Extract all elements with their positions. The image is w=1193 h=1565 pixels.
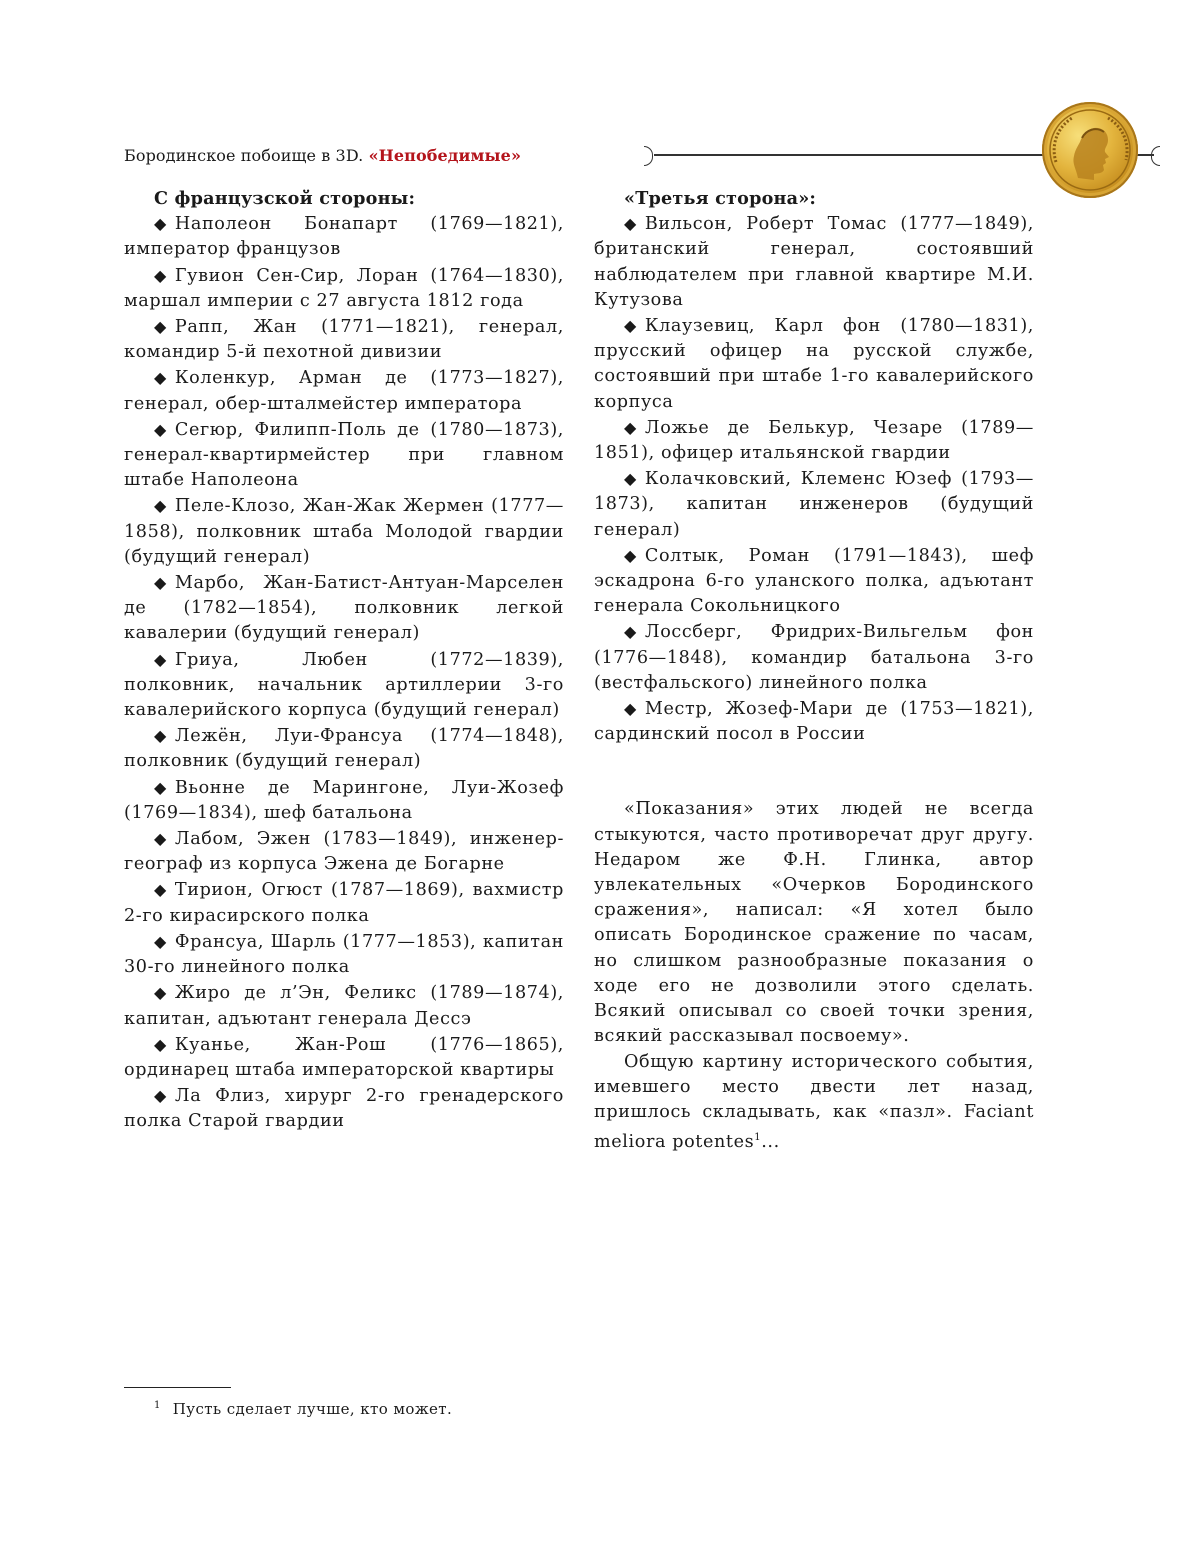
list-item: ◆ Ложье де Белькур, Чезаре (1789—1851), офицер итальянской гвардии <box>594 415 1034 466</box>
footnote <box>154 1396 452 1419</box>
diamond-bullet-icon: ◆ <box>154 983 167 1003</box>
diamond-bullet-icon: ◆ <box>154 317 167 337</box>
diamond-bullet-icon: ◆ <box>154 931 167 951</box>
list-item: ◆ Лежён, Луи-Франсуа (1774—1848), полковник (будущий генерал) <box>124 723 564 774</box>
diamond-bullet-icon: ◆ <box>154 1034 167 1054</box>
header-bracket-left <box>644 146 653 166</box>
diamond-bullet-icon: ◆ <box>154 880 167 900</box>
list-item: ◆ Марбо, Жан-Батист-Антуан-Марселен де (1782—1854), полковник легкой кавалерии (будущий генерал) <box>124 570 564 647</box>
medal-image <box>1042 102 1138 198</box>
diamond-bullet-icon: ◆ <box>154 726 167 746</box>
list-item: ◆ Рапп, Жан (1771—1821), генерал, командир 5-й пехотной дивизии <box>124 314 564 365</box>
medal-profile-icon <box>1042 102 1138 198</box>
list-item: ◆ Сегюр, Филипп-Поль де (1780—1873), генерал-квартирмейстер при главном штабе Наполеона <box>124 417 564 494</box>
list-item: ◆ Клаузевиц, Карл фон (1780—1831), прусский офицер на русской службе, состоявший при штабе 1-го кавалерийского корпуса <box>594 313 1034 415</box>
paragraph-gap <box>594 747 1034 797</box>
right-column <box>594 186 1034 1155</box>
footnote-mark: 1 <box>154 1400 161 1411</box>
series-title: «Непобедимые» <box>368 146 522 165</box>
diamond-bullet-icon: ◆ <box>624 469 637 489</box>
list-item: ◆ Тирион, Огюст (1787—1869), вахмистр 2-го кирасирского полка <box>124 877 564 928</box>
diamond-bullet-icon: ◆ <box>154 829 167 849</box>
list-item: ◆ Куанье, Жан-Рош (1776—1865), ординарец штаба императорской квартиры <box>124 1032 564 1083</box>
list-item: ◆ Гриуа, Любен (1772—1839), полковник, начальник артиллерии 3-го кавалерийского корпуса (будущий генерал) <box>124 647 564 724</box>
diamond-bullet-icon: ◆ <box>154 419 167 439</box>
footnote-rule <box>124 1387 231 1388</box>
header-text <box>124 146 521 166</box>
diamond-bullet-icon: ◆ <box>154 265 167 285</box>
list-item: ◆ Наполеон Бонапарт (1769—1821), император французов <box>124 211 564 262</box>
book-title: Бородинское побоище в 3D. <box>124 146 364 165</box>
list-item: ◆ Гувион Сен-Сир, Лоран (1764—1830), маршал империи с 27 августа 1812 года <box>124 263 564 314</box>
list-item: ◆ Колачковский, Клеменс Юзеф (1793—1873), капитан инженеров (будущий генерал) <box>594 466 1034 543</box>
body-paragraph-2: Общую картину исторического события, имевшего место двести лет назад, пришлось складывать, как «пазл». Faciant meliora potentes$^1$... <box>594 1051 1034 1153</box>
diamond-bullet-icon: ◆ <box>154 368 167 388</box>
list-item: ◆ Вильсон, Роберт Томас (1777—1849), британский генерал, состоявший наблюдателем при главной квартире М.И. Кутузова <box>594 211 1034 313</box>
list-item: ◆ Ла Флиз, хирург 2-го гренадерского полка Старой гвардии <box>124 1083 564 1134</box>
list-item: ◆ Пеле-Клозо, Жан-Жак Жермен (1777—1858), полковник штаба Молодой гвардии (будущий генерал) <box>124 493 564 570</box>
list-item: ◆ Коленкур, Арман де (1773—1827), генерал, обер-шталмейстер императора <box>124 365 564 416</box>
running-header <box>124 146 1044 168</box>
diamond-bullet-icon: ◆ <box>624 545 637 565</box>
diamond-bullet-icon: ◆ <box>154 496 167 516</box>
diamond-bullet-icon: ◆ <box>624 316 637 336</box>
diamond-bullet-icon: ◆ <box>624 699 637 719</box>
diamond-bullet-icon: ◆ <box>154 777 167 797</box>
diamond-bullet-icon: ◆ <box>154 649 167 669</box>
footnote-ref[interactable]: 1 <box>754 1132 762 1144</box>
header-bracket-right <box>1151 146 1160 166</box>
footnote-text: Пусть сделает лучше, кто может. <box>172 1400 453 1418</box>
body-paragraph-1: «Показания» этих людей не всегда стыкуются, часто противоречат друг другу. Недаром же Ф.Н. Глинка, автор увлекательных «Очерков Бородинского сражения», написал: «Я хотел было описать Бородинское сражение по часам, но слишком разнообразные показания о ходе его не дозволили этого сделать. Всякий описывал со своей точки зрения, всякий рассказывал посвоему». <box>594 799 1034 1047</box>
diamond-bullet-icon: ◆ <box>624 417 637 437</box>
left-column <box>124 186 564 1135</box>
list-item: ◆ Лабом, Эжен (1783—1849), инженер-географ из корпуса Эжена де Богарне <box>124 826 564 877</box>
diamond-bullet-icon: ◆ <box>624 214 637 234</box>
diamond-bullet-icon: ◆ <box>154 1086 167 1106</box>
list-item: ◆ Местр, Жозеф-Мари де (1753—1821), сардинский посол в России <box>594 696 1034 747</box>
list-item: ◆ Франсуа, Шарль (1777—1853), капитан 30-го линейного полка <box>124 929 564 980</box>
right-heading: «Третья сторона»: <box>624 188 817 209</box>
list-item: ◆ Солтык, Роман (1791—1843), шеф эскадрона 6-го уланского полка, адъютант генерала Сокольницкого <box>594 543 1034 620</box>
left-heading: С французской стороны: <box>154 188 416 209</box>
diamond-bullet-icon: ◆ <box>624 622 637 642</box>
list-item: ◆ Вьонне де Марингоне, Луи-Жозеф (1769—1834), шеф батальона <box>124 775 564 826</box>
diamond-bullet-icon: ◆ <box>154 573 167 593</box>
diamond-bullet-icon: ◆ <box>154 214 167 234</box>
list-item: ◆ Жиро де л’Эн, Феликс (1789—1874), капитан, адъютант генерала Дессэ <box>124 980 564 1031</box>
list-item: ◆ Лоссберг, Фридрих-Вильгельм фон (1776—1848), командир батальона 3-го (вестфальского) линейного полка <box>594 619 1034 696</box>
